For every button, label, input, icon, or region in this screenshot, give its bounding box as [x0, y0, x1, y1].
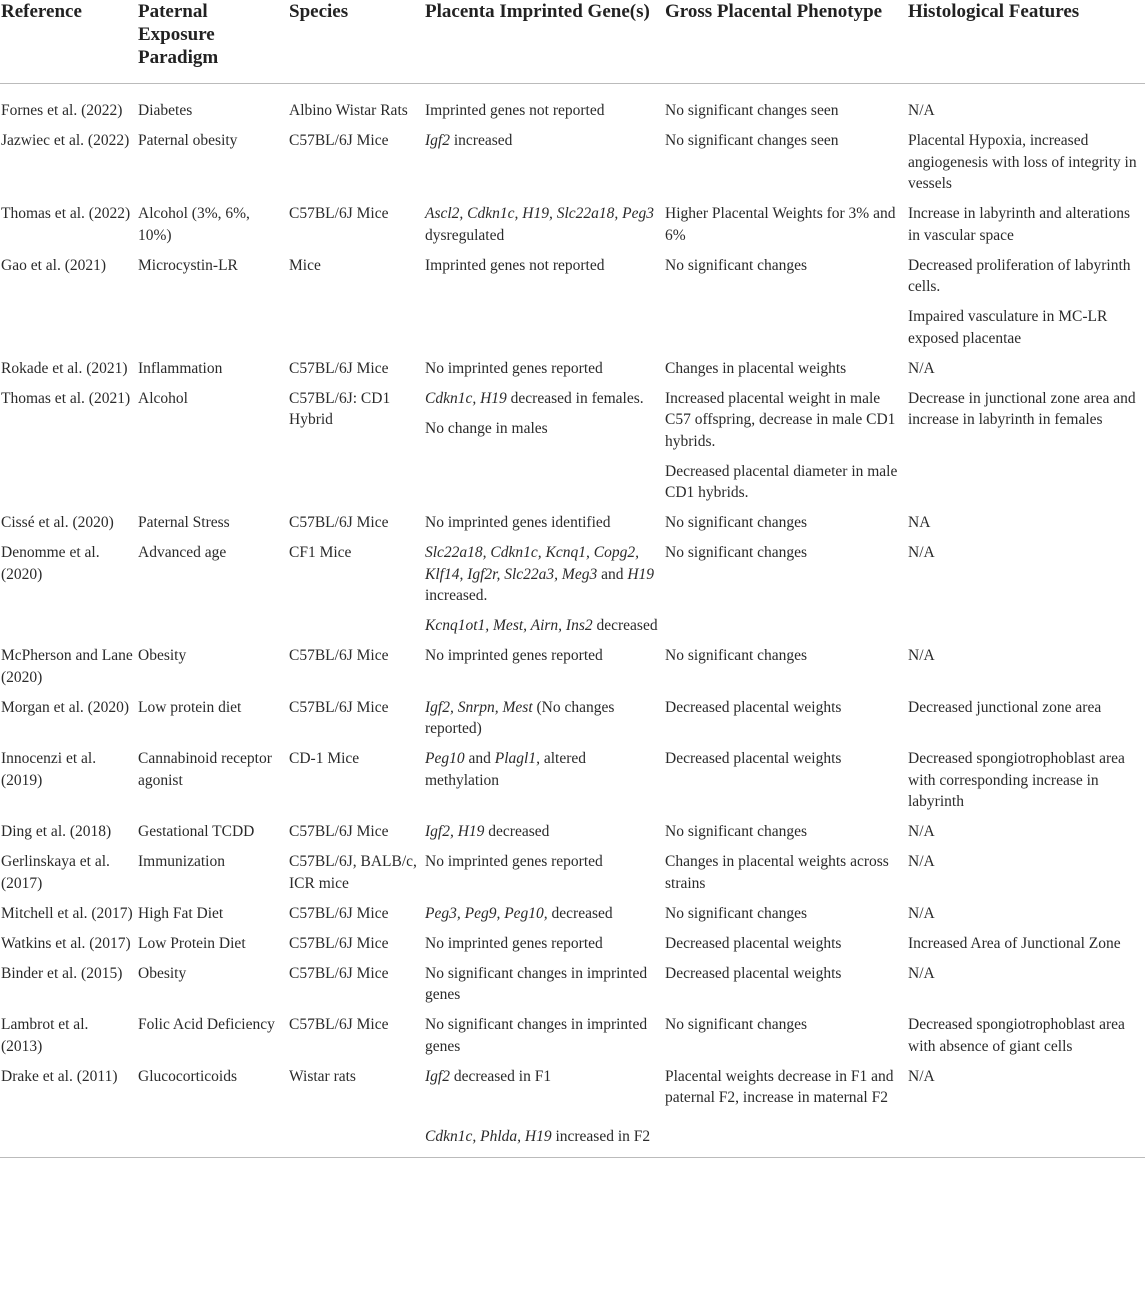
exposure-cell: Low protein diet: [138, 698, 242, 716]
table-row: [0, 821, 1145, 843]
exposure-cell: Paternal Stress: [138, 514, 230, 531]
species-cell: C57BL/6J Mice: [289, 823, 389, 840]
histology-cell: [907, 512, 1145, 534]
table-body: [0, 84, 1145, 1158]
species-cell: Wistar rats: [289, 1067, 356, 1085]
cell-paragraph: Decreased placental weights: [665, 698, 842, 716]
reference-cell: Thomas et al. (2021): [1, 389, 131, 407]
gene-symbol: Peg3, Peg9, Peg10,: [425, 904, 548, 922]
cell-paragraph: Decreased spongiotrophoblast area with absence of giant cells: [908, 1016, 1125, 1055]
header-row: [0, 0, 1145, 84]
row-spacer: [0, 894, 1145, 903]
cell-paragraph: Peg10 and Plagl1, altered methylation: [425, 750, 587, 789]
gene-symbol: Ascl2, Cdkn1c, H19, Slc22a18, Peg3: [425, 205, 655, 222]
cell-paragraph: Changes in placental weights across strains: [665, 853, 889, 892]
row-spacer: [0, 504, 1145, 513]
spacer-cell: [0, 688, 1145, 697]
spacer-cell: [0, 1147, 1145, 1158]
cell-paragraph: Increased placental weight in male C57 offspring, decrease in male CD1 hybrids.: [665, 389, 896, 450]
reference-cell: Watkins et al. (2017): [1, 934, 131, 952]
header-histology: Histological Features: [907, 0, 1145, 84]
spacer-cell: [0, 894, 1145, 903]
cell-paragraph: No significant changes: [665, 1016, 808, 1033]
cell-paragraph: No change in males: [425, 419, 548, 437]
gross-phenotype-cell: [664, 1014, 907, 1057]
table-row: [0, 697, 1145, 740]
gene-symbol: Slc22a18, Cdkn1c, Kcnq1, Copg2, Klf14, Igf2r, Slc22a3, Meg3: [425, 544, 639, 583]
genes-cell: [424, 821, 664, 843]
histology-cell: [907, 130, 1145, 195]
gene-symbol: Igf2, Snrpn, Mest: [425, 698, 533, 716]
cell-paragraph: Decreased junctional zone area: [908, 698, 1102, 716]
reference-cell: Lambrot et al. (2013): [1, 1016, 89, 1055]
genes-cell: [424, 1014, 664, 1057]
exposure-cell: Diabetes: [138, 102, 193, 119]
reference-cell: Thomas et al. (2022): [1, 205, 131, 222]
species-cell: Albino Wistar Rats: [289, 102, 408, 119]
gross-phenotype-cell: [664, 748, 907, 813]
cell-paragraph: Igf2, Snrpn, Mest (No changes reported): [425, 698, 615, 737]
cell-paragraph: Ascl2, Cdkn1c, H19, Slc22a18, Peg3 dysregulated: [425, 205, 655, 244]
cell-paragraph: No significant changes: [665, 647, 808, 664]
histology-cell: [907, 84, 1145, 122]
table-row: [0, 542, 1145, 637]
genes-cell: [424, 697, 664, 740]
genes-cell: [424, 84, 664, 122]
spacer-cell: [0, 1006, 1145, 1015]
row-spacer: [0, 1006, 1145, 1015]
gene-symbol: Cdkn1c, Phlda, H19: [425, 1127, 552, 1145]
table-row: [0, 512, 1145, 534]
histology-cell: [907, 1066, 1145, 1148]
histology-cell: [907, 255, 1145, 350]
reference-cell: Gerlinskaya et al. (2017): [1, 853, 110, 892]
cell-paragraph: NA: [908, 514, 931, 531]
exposure-cell: Immunization: [138, 853, 225, 870]
exposure-cell: Microcystin-LR: [138, 256, 238, 274]
histology-cell: [907, 821, 1145, 843]
cell-paragraph: Decreased placental diameter in male CD1 hybrids.: [665, 462, 898, 501]
cell-paragraph: N/A: [908, 544, 935, 561]
gross-phenotype-cell: [664, 255, 907, 350]
gross-phenotype-cell: [664, 903, 907, 925]
spacer-cell: [0, 349, 1145, 358]
gene-symbol: Kcnq1ot1, Mest, Airn, Ins2: [425, 617, 593, 634]
row-spacer: [0, 379, 1145, 388]
gross-phenotype-cell: [664, 933, 907, 955]
reference-cell: Jazwiec et al. (2022): [1, 132, 130, 149]
gross-phenotype-cell: [664, 84, 907, 122]
exposure-cell: High Fat Diet: [138, 904, 224, 922]
reference-cell: Gao et al. (2021): [1, 256, 107, 274]
histology-cell: [907, 697, 1145, 740]
cell-paragraph: No imprinted genes reported: [425, 359, 603, 377]
table-row: [0, 851, 1145, 894]
exposure-cell: Cannabinoid receptor agonist: [138, 750, 272, 789]
histology-cell: [907, 851, 1145, 894]
spacer-cell: [0, 504, 1145, 513]
row-spacer: [0, 954, 1145, 963]
reference-cell: Cissé et al. (2020): [1, 514, 114, 531]
cell-paragraph: No significant changes: [665, 904, 808, 922]
header-species: Species: [288, 0, 424, 84]
spacer-cell: [0, 843, 1145, 852]
table-row: [0, 84, 1145, 122]
cell-paragraph: Decrease in junctional zone area and increase in labyrinth in females: [908, 389, 1136, 428]
reference-cell: Morgan et al. (2020): [1, 698, 129, 716]
genes-cell: [424, 388, 664, 504]
exposure-cell: Alcohol (3%, 6%, 10%): [138, 205, 250, 244]
cell-paragraph: N/A: [908, 964, 935, 982]
histology-cell: [907, 358, 1145, 380]
histology-cell: [907, 748, 1145, 813]
cell-paragraph: No significant changes seen: [665, 102, 839, 119]
gross-phenotype-cell: [664, 963, 907, 1006]
cell-paragraph: Decreased spongiotrophoblast area with corresponding increase in labyrinth: [908, 750, 1125, 810]
row-spacer: [0, 349, 1145, 358]
cell-paragraph: No significant changes: [665, 514, 808, 531]
histology-cell: [907, 963, 1145, 1006]
gross-phenotype-cell: [664, 203, 907, 246]
row-spacer: [0, 688, 1145, 697]
cell-paragraph: Decreased proliferation of labyrinth cells.: [908, 256, 1131, 295]
gross-phenotype-cell: [664, 388, 907, 504]
cell-paragraph: Cdkn1c, Phlda, H19 increased in F2: [425, 1127, 651, 1145]
genes-cell: [424, 512, 664, 534]
reference-cell: Ding et al. (2018): [1, 823, 112, 840]
exposure-cell: Obesity: [138, 647, 187, 664]
cell-paragraph: No imprinted genes reported: [425, 647, 603, 664]
table-row: [0, 933, 1145, 955]
exposure-cell: Obesity: [138, 964, 187, 982]
header-reference: Reference: [0, 0, 137, 84]
cell-paragraph: N/A: [908, 853, 935, 870]
gene-symbol: Igf2: [425, 1067, 450, 1085]
spacer-cell: [0, 954, 1145, 963]
spacer-cell: [0, 379, 1145, 388]
table-row: [0, 130, 1145, 195]
header-gross-phenotype: Gross Placental Phenotype: [664, 0, 907, 84]
row-spacer: [0, 924, 1145, 933]
exposure-cell: Glucocorticoids: [138, 1067, 238, 1085]
cell-paragraph: No significant changes in imprinted genes: [425, 964, 648, 1003]
species-cell: C57BL/6J Mice: [289, 904, 389, 922]
cell-paragraph: Kcnq1ot1, Mest, Airn, Ins2 decreased: [425, 617, 658, 634]
gross-phenotype-cell: [664, 645, 907, 688]
cell-paragraph: No significant changes: [665, 256, 808, 274]
genes-cell: [424, 933, 664, 955]
row-spacer: [0, 813, 1145, 822]
reference-cell: Fornes et al. (2022): [1, 102, 123, 119]
species-cell: Mice: [289, 256, 321, 274]
spacer-cell: [0, 924, 1145, 933]
cell-paragraph: N/A: [908, 823, 935, 840]
cell-paragraph: Placental weights decrease in F1 and paternal F2, increase in maternal F2: [665, 1067, 894, 1106]
spacer-cell: [0, 813, 1145, 822]
species-cell: C57BL/6J Mice: [289, 647, 389, 664]
species-cell: C57BL/6J Mice: [289, 132, 389, 149]
species-cell: C57BL/6J Mice: [289, 934, 389, 952]
cell-paragraph: Impaired vasculature in MC-LR exposed placentae: [908, 308, 1108, 347]
genes-cell: [424, 903, 664, 925]
cell-paragraph: No imprinted genes reported: [425, 853, 603, 870]
gene-symbol: Plagl1,: [494, 750, 540, 767]
header-exposure: Paternal Exposure Paradigm: [137, 0, 288, 84]
table-row: [0, 748, 1145, 813]
cell-paragraph: Peg3, Peg9, Peg10, decreased: [425, 904, 613, 922]
exposure-cell: Advanced age: [138, 544, 227, 561]
gene-symbol: Igf2: [425, 132, 450, 149]
cell-paragraph: Imprinted genes not reported: [425, 102, 605, 119]
gross-phenotype-cell: [664, 821, 907, 843]
cell-paragraph: Imprinted genes not reported: [425, 256, 605, 274]
reference-cell: Drake et al. (2011): [1, 1067, 118, 1085]
gross-phenotype-cell: [664, 1066, 907, 1148]
species-cell: C57BL/6J Mice: [289, 205, 389, 222]
exposure-cell: Paternal obesity: [138, 132, 238, 149]
gross-phenotype-cell: [664, 542, 907, 637]
row-spacer: [0, 843, 1145, 852]
header-genes: Placenta Imprinted Gene(s): [424, 0, 664, 84]
histology-cell: [907, 645, 1145, 688]
gross-phenotype-cell: [664, 130, 907, 195]
cell-paragraph: No imprinted genes reported: [425, 934, 603, 952]
spacer-cell: [0, 246, 1145, 255]
row-spacer: [0, 1057, 1145, 1066]
genes-cell: [424, 358, 664, 380]
gene-symbol: Igf2, H19: [425, 823, 485, 840]
genes-cell: [424, 255, 664, 350]
cell-paragraph: Increase in labyrinth and alterations in vascular space: [908, 205, 1131, 244]
spacer-cell: [0, 740, 1145, 749]
genes-cell: [424, 645, 664, 688]
exposure-cell: Gestational TCDD: [138, 823, 255, 840]
gross-phenotype-cell: [664, 851, 907, 894]
spacer-cell: [0, 1057, 1145, 1066]
cell-paragraph: N/A: [908, 904, 935, 922]
exposure-cell: Inflammation: [138, 359, 223, 377]
cell-paragraph: Igf2 increased: [425, 132, 513, 149]
species-cell: C57BL/6J Mice: [289, 964, 389, 982]
histology-cell: [907, 933, 1145, 955]
species-cell: C57BL/6J Mice: [289, 698, 389, 716]
histology-cell: [907, 903, 1145, 925]
cell-paragraph: [425, 1096, 660, 1118]
genes-cell: [424, 542, 664, 637]
reference-cell: Innocenzi et al. (2019): [1, 750, 97, 789]
reference-cell: Mitchell et al. (2017): [1, 904, 133, 922]
table-row: [0, 963, 1145, 1006]
genes-cell: [424, 963, 664, 1006]
genes-cell: [424, 748, 664, 813]
gene-symbol: Peg10: [425, 750, 465, 767]
histology-cell: [907, 388, 1145, 504]
row-spacer: [0, 534, 1145, 543]
species-cell: CF1 Mice: [289, 544, 352, 561]
exposure-cell: Low Protein Diet: [138, 934, 246, 952]
table-row: [0, 1014, 1145, 1057]
gross-phenotype-cell: [664, 358, 907, 380]
genes-cell: [424, 130, 664, 195]
histology-cell: [907, 203, 1145, 246]
genes-cell: [424, 1066, 664, 1148]
spacer-cell: [0, 195, 1145, 204]
cell-paragraph: No significant changes seen: [665, 132, 839, 149]
species-cell: C57BL/6J Mice: [289, 359, 389, 377]
cell-paragraph: N/A: [908, 359, 935, 377]
reference-cell: Binder et al. (2015): [1, 964, 123, 982]
table-row: [0, 1066, 1145, 1148]
table-row: [0, 388, 1145, 504]
row-spacer: [0, 122, 1145, 131]
exposure-cell: Folic Acid Deficiency: [138, 1016, 275, 1033]
cell-paragraph: No significant changes in imprinted genes: [425, 1016, 648, 1055]
cell-paragraph: No significant changes: [665, 823, 808, 840]
row-spacer: [0, 740, 1145, 749]
spacer-cell: [0, 122, 1145, 131]
table-row: [0, 645, 1145, 688]
reference-cell: McPherson and Lane (2020): [1, 647, 133, 686]
gene-symbol: Cdkn1c, H19: [425, 389, 507, 407]
gross-phenotype-cell: [664, 697, 907, 740]
cell-paragraph: No imprinted genes identified: [425, 514, 611, 531]
species-cell: C57BL/6J Mice: [289, 1016, 389, 1033]
cell-paragraph: Increased Area of Junctional Zone: [908, 934, 1121, 952]
cell-paragraph: Placental Hypoxia, increased angiogenesis with loss of integrity in vessels: [908, 132, 1137, 192]
species-cell: C57BL/6J, BALB/c, ICR mice: [289, 853, 417, 892]
histology-cell: [907, 1014, 1145, 1057]
cell-paragraph: Igf2 decreased in F1: [425, 1067, 552, 1085]
species-cell: CD-1 Mice: [289, 750, 360, 767]
genes-cell: [424, 203, 664, 246]
cell-paragraph: Decreased placental weights: [665, 964, 842, 982]
histology-cell: [907, 542, 1145, 637]
cell-paragraph: No significant changes: [665, 544, 808, 561]
cell-paragraph: Higher Placental Weights for 3% and 6%: [665, 205, 896, 244]
row-spacer: [0, 246, 1145, 255]
species-cell: C57BL/6J: CD1 Hybrid: [289, 389, 391, 428]
cell-paragraph: Changes in placental weights: [665, 359, 847, 377]
gene-symbol: H19: [627, 565, 655, 583]
row-spacer: [0, 1147, 1145, 1158]
row-spacer: [0, 195, 1145, 204]
spacer-cell: [0, 534, 1145, 543]
table-row: [0, 903, 1145, 925]
reference-cell: Rokade et al. (2021): [1, 359, 128, 377]
cell-paragraph: Decreased placental weights: [665, 750, 842, 767]
exposure-cell: Alcohol: [138, 389, 188, 407]
spacer-cell: [0, 637, 1145, 646]
gross-phenotype-cell: [664, 512, 907, 534]
genes-cell: [424, 851, 664, 894]
cell-paragraph: N/A: [908, 647, 935, 664]
cell-paragraph: Igf2, H19 decreased: [425, 823, 550, 840]
row-spacer: [0, 637, 1145, 646]
cell-paragraph: Cdkn1c, H19 decreased in females.: [425, 389, 644, 407]
cell-paragraph: Slc22a18, Cdkn1c, Kcnq1, Copg2, Klf14, Igf2r, Slc22a3, Meg3 and H19 increased.: [425, 544, 655, 604]
reference-cell: Denomme et al. (2020): [1, 544, 100, 583]
table-row: [0, 203, 1145, 246]
cell-paragraph: N/A: [908, 1067, 935, 1085]
species-cell: C57BL/6J Mice: [289, 514, 389, 531]
cell-paragraph: Decreased placental weights: [665, 934, 842, 952]
cell-paragraph: N/A: [908, 102, 935, 119]
table-row: [0, 358, 1145, 380]
table-row: [0, 255, 1145, 350]
